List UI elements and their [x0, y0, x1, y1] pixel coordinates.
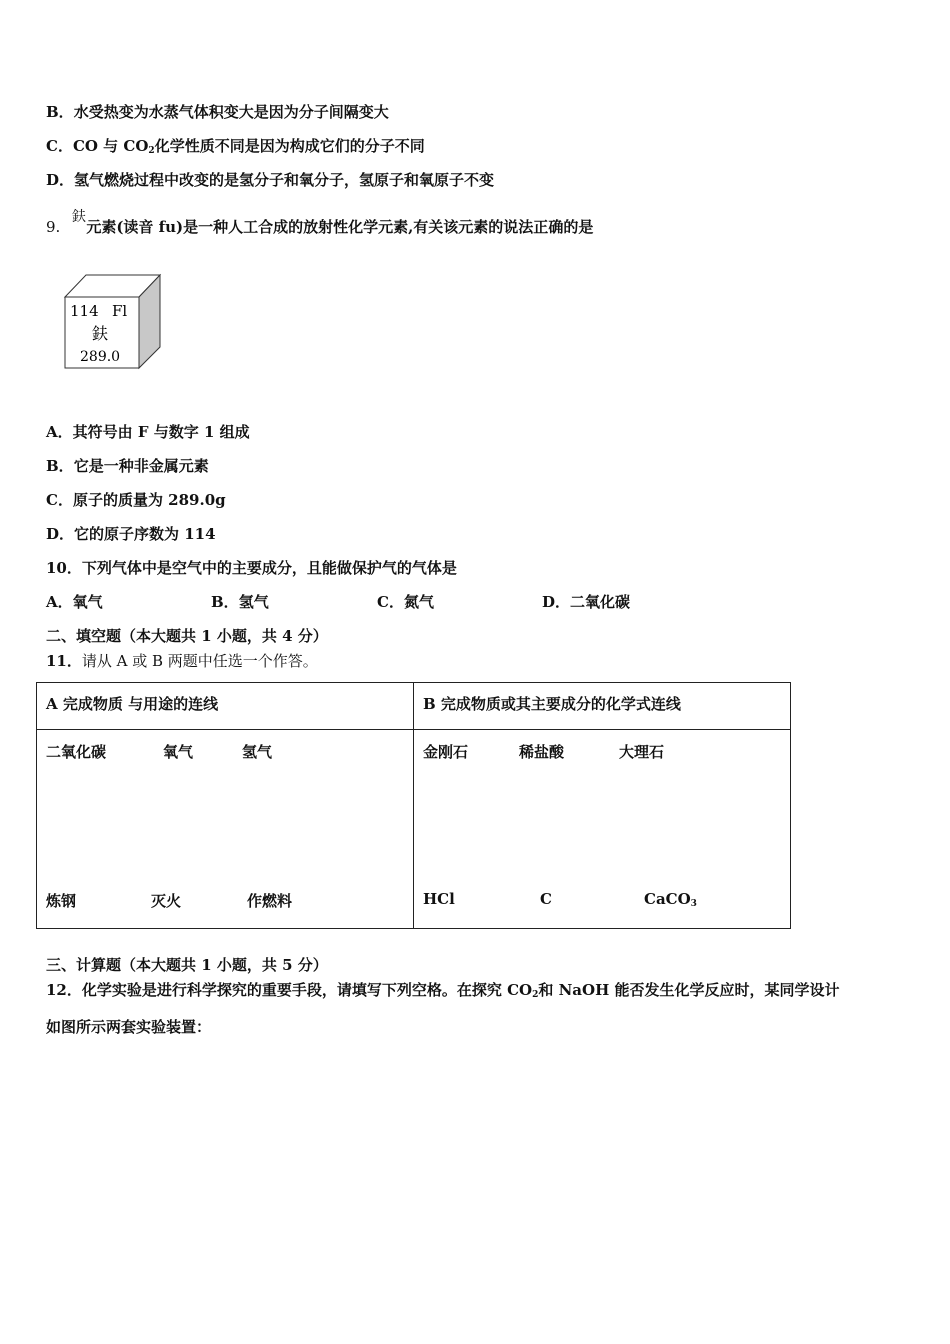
q9-option-d	[46, 524, 216, 544]
use-a3: 作燃料	[247, 892, 293, 910]
table-cell-a	[37, 730, 414, 929]
formula-b2: C	[540, 890, 552, 908]
option-text: 原子的质量为 289.0g	[72, 491, 226, 509]
option-text: 其符号由 F 与数字 1 组成	[72, 423, 250, 441]
option-label: D．	[46, 525, 75, 543]
option-text: 它是一种非金属元素	[73, 457, 209, 475]
option-label: B．	[46, 103, 74, 121]
question-text: 元素(读音 fu)是一种人工合成的放射性化学元素,有关该元素的说法正确的是	[86, 218, 594, 236]
q9-option-b	[46, 456, 209, 476]
q10-stem: 10．下列气体中是空气中的主要成分，且能做保护气的气体是	[46, 559, 457, 577]
option-text-prefix: CO 与 CO	[72, 137, 149, 155]
q12-stem-line2: 如图所示两套实验装置：	[46, 1018, 212, 1036]
q10-option-c: C．氮气	[377, 593, 434, 611]
q12-stem-line1: 12．化学实验是进行科学探究的重要手段，请填写下列空格。在探究 $CO_2$和 NaOH 能否发生化学反应时，某同学设计	[46, 981, 840, 1000]
element-glyph-image: 鈇	[72, 209, 86, 225]
q9-option-c	[46, 490, 226, 510]
matching-table	[36, 682, 791, 929]
option-label: C．	[46, 137, 73, 155]
element-tile-figure	[62, 272, 162, 372]
option-text: 氢气燃烧过程中改变的是氢分子和氧分子，氢原子和氧原子不变	[74, 171, 495, 189]
element-tile-svg	[62, 272, 162, 372]
option-label: D．	[46, 171, 75, 189]
option-label: B．	[46, 457, 74, 475]
formula-b1: HCl	[423, 890, 455, 908]
use-a2: 灭火	[151, 892, 182, 910]
question-text: 请从 A 或 B 两题中任选一个作答。	[81, 652, 318, 670]
question-number: 11．	[46, 652, 82, 670]
subscript: 2	[148, 146, 155, 156]
q11-stem	[46, 651, 318, 671]
substance-a3: 氢气	[242, 743, 273, 761]
q10-options	[46, 592, 746, 612]
element-symbol: Fl	[112, 302, 128, 320]
substance-b1: 金刚石	[423, 743, 469, 761]
q8-option-b	[46, 102, 389, 122]
q9-stem	[46, 217, 593, 237]
table-header-b: B 完成物质或其主要成分的化学式连线	[414, 683, 791, 730]
use-a1: 炼钢	[46, 892, 77, 910]
table-cell-b	[414, 730, 791, 929]
option-label: C．	[46, 491, 73, 509]
q10-option-b: B．氢气	[211, 593, 269, 611]
q9-option-a	[46, 422, 250, 442]
substance-a2: 氧气	[163, 743, 194, 761]
substance-b3: 大理石	[619, 743, 665, 761]
question-number: 9.	[46, 218, 61, 236]
q10-option-d: D．二氧化碳	[542, 593, 631, 611]
q8-option-c	[46, 136, 425, 161]
option-text-suffix: 化学性质不同是因为构成它们的分子不同	[154, 137, 425, 155]
table-header-a: A 完成物质 与用途的连线	[37, 683, 414, 730]
q8-option-d	[46, 170, 494, 190]
section-2-title: 二、填空题（本大题共 1 小题，共 4 分）	[46, 627, 328, 645]
option-label: A．	[46, 423, 73, 441]
q10-option-a: A．氧气	[46, 593, 103, 611]
option-text: 水受热变为水蒸气体积变大是因为分子间隔变大	[73, 103, 389, 121]
formula-b3: CaCO$_3$	[644, 890, 697, 909]
option-text: 它的原子序数为 114	[74, 525, 216, 543]
substance-b2: 稀盐酸	[519, 743, 565, 761]
atomic-number: 114	[70, 302, 99, 320]
element-name: 鈇	[92, 324, 109, 343]
atomic-mass: 289.0	[80, 349, 121, 365]
substance-a1: 二氧化碳	[46, 743, 107, 761]
section-3-title: 三、计算题（本大题共 1 小题，共 5 分）	[46, 956, 328, 974]
